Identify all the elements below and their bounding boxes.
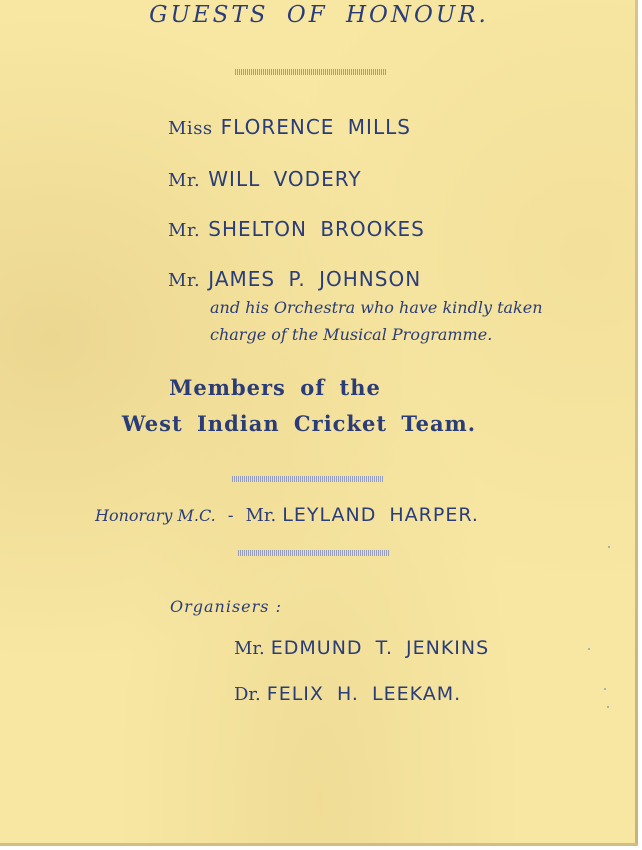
master-of-ceremonies [95, 504, 479, 526]
page-heading: GUESTS OF HONOUR. [149, 2, 489, 28]
guest-title: Miss [168, 118, 213, 139]
guest-entry [168, 267, 421, 291]
guest-entry [168, 217, 425, 241]
divider-rule-middle [232, 476, 384, 482]
ink-fleck [608, 546, 610, 548]
organiser-name: EDMUND T. JENKINS [270, 637, 490, 659]
guest-title: Mr. [168, 170, 201, 191]
mc-role: Honorary M.C. [95, 506, 216, 525]
organiser-entry [234, 683, 461, 705]
divider-rule-top [235, 69, 387, 75]
paper-edge-right [635, 0, 638, 846]
organiser-entry [234, 637, 489, 659]
divider-rule-bottom [238, 550, 390, 556]
paper-edge-bottom [0, 843, 638, 846]
orchestra-note-line-1: and his Orchestra who have kindly taken [210, 298, 543, 317]
guest-name: FLORENCE MILLS [220, 115, 411, 139]
mc-title: Mr. [245, 505, 277, 526]
guest-entry [168, 167, 362, 191]
orchestra-note-line-2: charge of the Musical Programme. [210, 325, 493, 344]
cricket-team-line-1: Members of the [169, 375, 381, 400]
guest-entry [168, 115, 411, 139]
organisers-label: Organisers : [170, 597, 282, 616]
guest-name: WILL VODERY [208, 167, 362, 191]
guest-title: Mr. [168, 220, 201, 241]
guest-name: JAMES P. JOHNSON [208, 267, 422, 291]
ink-fleck [588, 648, 590, 650]
mc-name: LEYLAND HARPER. [282, 504, 479, 526]
organiser-title: Dr. [234, 684, 261, 705]
ink-fleck [607, 706, 609, 708]
guest-name: SHELTON BROOKES [208, 217, 425, 241]
organiser-name: FELIX H. LEEKAM. [266, 683, 462, 705]
mc-dash: - [227, 506, 234, 525]
cricket-team-line-2: West Indian Cricket Team. [121, 411, 477, 436]
organiser-title: Mr. [234, 638, 265, 659]
guest-title: Mr. [168, 270, 201, 291]
ink-fleck [604, 688, 606, 690]
